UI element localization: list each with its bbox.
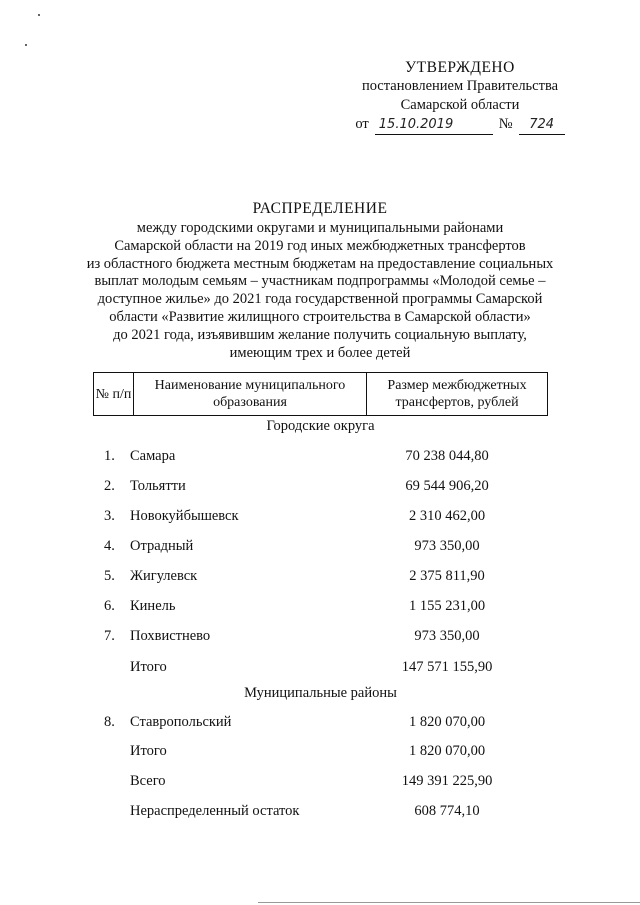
row-name: Похвистнево [130,628,211,644]
title-line: между городскими округами и муниципальными районами [136,220,504,236]
row-name: Итого [130,659,167,675]
row-name: Нераспределенный остаток [130,803,300,819]
table-row [0,568,640,588]
row-name: Тольятти [130,478,186,494]
table-row [0,628,640,648]
approval-heading: УТВЕРЖДЕНО [405,59,515,76]
title-line: выплат молодым семьям – участникам подпрограммы «Молодой семье – [94,273,546,290]
table-row-subtotal [0,743,640,763]
title-line: доступное жилье» до 2021 года государственной программы Самарской [97,291,543,308]
row-value: 1 155 231,00 [408,598,486,614]
row-name: Самара [130,448,176,464]
table-row [0,538,640,558]
title-line: имеющим трех и более детей [229,344,411,361]
table-row-remainder [0,803,640,823]
title-description [70,220,570,362]
table-row [0,714,640,734]
title-line: области «Развитие жилищного строительства в Самарской области» [109,308,531,325]
table-header [93,372,548,416]
scan-speck [38,14,40,16]
row-value: 973 350,00 [414,628,480,644]
approval-line-2: Самарской области [400,97,520,113]
header-amount: Размер межбюджетных трансфертов, рублей [387,378,527,410]
row-value: 70 238 044,80 [405,448,489,464]
handwritten-number: 724 [519,115,565,135]
section-municipal-districts: Муниципальные районы [244,685,397,701]
row-value: 1 820 070,00 [408,743,486,759]
row-number: 6. [104,598,115,614]
row-name: Жигулевск [130,568,198,584]
table-row [0,478,640,498]
row-name: Всего [130,773,166,789]
approval-line-1: постановлением Правительства [361,78,559,94]
row-name: Новокуйбышевск [130,508,239,524]
row-value: 2 310 462,00 [408,508,486,524]
table-row-subtotal [0,659,640,679]
title-line: из областного бюджета местным бюджетам на предоставление социальных [86,255,554,272]
approval-date-number [340,115,580,135]
row-name: Ставропольский [130,714,232,730]
row-name: Кинель [130,598,176,614]
row-number: 4. [104,538,115,554]
table-row-total [0,773,640,793]
number-prefix: № [498,116,513,132]
handwritten-date: 15.10.2019 [375,115,493,135]
header-municipality: Наименование муниципального образования [134,373,367,415]
date-prefix: от [355,116,369,132]
row-value: 1 820 070,00 [408,714,486,730]
title-line: до 2021 года, изъявившим желание получить социальную выплату, [113,326,527,343]
row-name: Итого [130,743,167,759]
row-value: 69 544 906,20 [405,478,489,494]
title-line: Самарской области на 2019 год иных межбюджетных трансфертов [114,237,526,254]
row-value: 2 375 811,90 [409,568,485,584]
row-value: 973 350,00 [414,538,480,554]
row-number: 1. [104,448,115,464]
scan-speck [25,44,27,46]
table-row [0,598,640,618]
row-number: 8. [104,714,115,730]
title-heading: РАСПРЕДЕЛЕНИЕ [252,200,388,217]
document-title [70,200,570,362]
row-number: 7. [104,628,115,644]
row-number: 2. [104,478,115,494]
approval-block [340,58,580,135]
header-number: № п/п [94,373,134,415]
scan-edge-line [258,902,640,903]
row-number: 3. [104,508,115,524]
row-number: 5. [104,568,115,584]
row-name: Отрадный [130,538,194,554]
table-row [0,508,640,528]
row-value: 149 391 225,90 [401,773,493,789]
table-row [0,448,640,468]
row-value: 147 571 155,90 [401,659,493,675]
section-urban-districts: Городские округа [266,418,375,434]
row-value: 608 774,10 [414,803,480,819]
